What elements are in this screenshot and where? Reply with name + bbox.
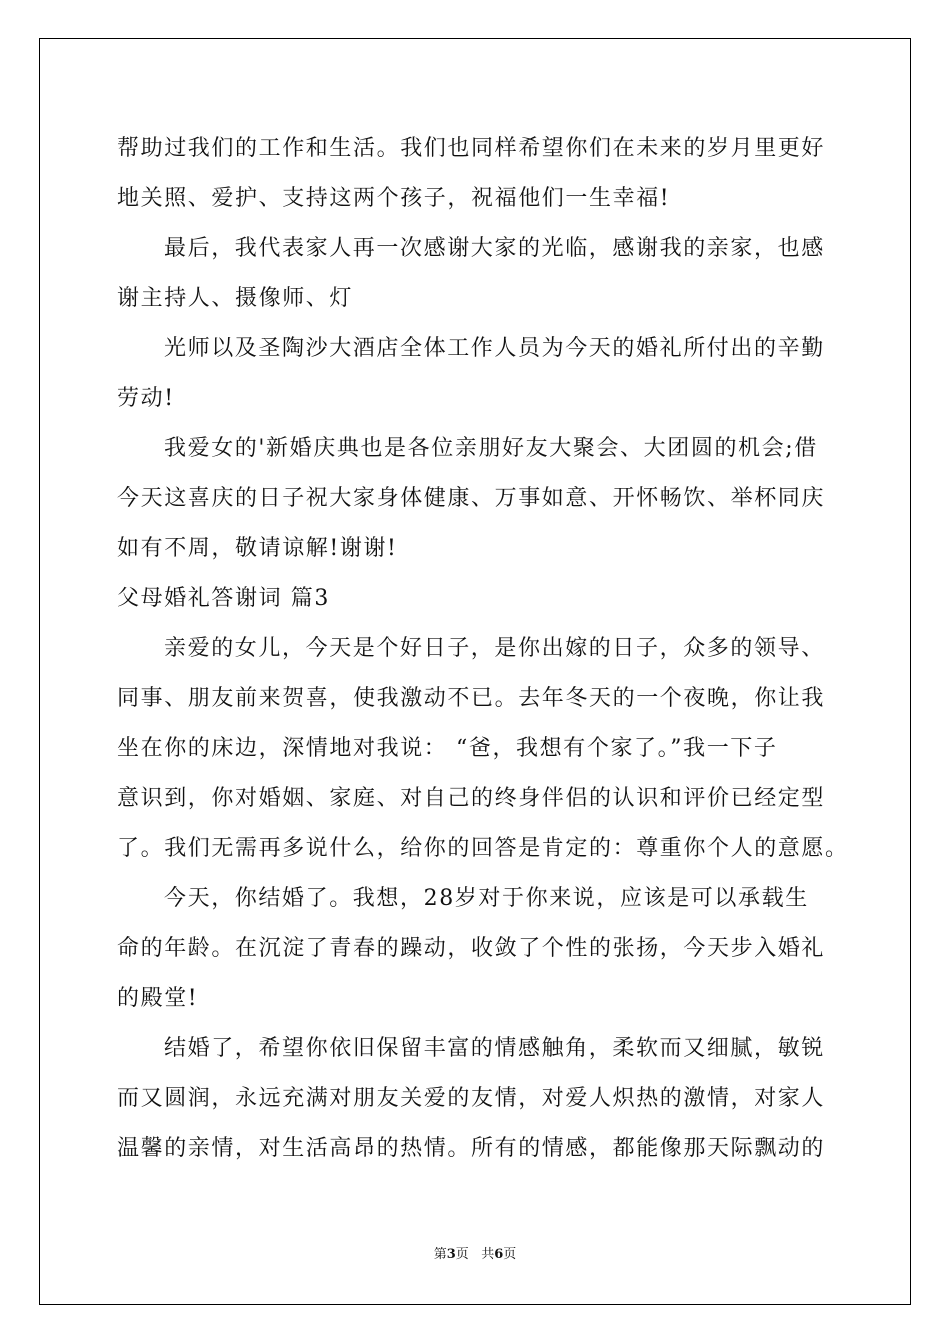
text-line: 坐在你的床边，深情地对我说： “爸，我想有个家了。”我一下子 [117,736,778,761]
text-line: 今天，你结婚了。我想，28岁对于你来说，应该是可以承载生 [164,886,809,911]
text-line: 如有不周，敬请谅解!谢谢! [117,536,398,561]
text-line: 温馨的亲情，对生活高昂的热情。所有的情感，都能像那天际飘动的 [117,1136,826,1161]
footer-page-prefix: 第 [433,1247,447,1262]
text-line: 命的年龄。在沉淀了青春的躁动，收敛了个性的张扬，今天步入婚礼 [117,936,826,961]
section-heading: 父母婚礼答谢词 篇3 [117,586,330,611]
text-line: 意识到，你对婚姻、家庭、对自己的终身伴侣的认识和评价已经定型 [117,786,826,811]
text-line: 同事、朋友前来贺喜，使我激动不已。去年冬天的一个夜晚，你让我 [117,686,826,711]
text-line: 结婚了，希望你依旧保留丰富的情感触角，柔软而又细腻，敏锐 [164,1036,825,1061]
footer-total-suffix: 页 [503,1247,517,1262]
text-line: 了。我们无需再多说什么，给你的回答是肯定的：尊重你个人的意愿。 [117,836,849,861]
page-border [39,38,911,1305]
text-line: 今天这喜庆的日子祝大家身体健康、万事如意、开怀畅饮、举杯同庆 [117,486,826,511]
text-line: 劳动! [117,386,175,411]
text-line: 我爱女的'新婚庆典也是各位亲朋好友大聚会、大团圆的机会;借 [164,436,818,461]
text-line: 的殿堂! [117,986,199,1011]
text-line: 帮助过我们的工作和生活。我们也同样希望你们在未来的岁月里更好 [117,136,826,161]
text-line: 亲爱的女儿，今天是个好日子，是你出嫁的日子，众多的领导、 [164,636,825,661]
text-line: 而又圆润，永远充满对朋友关爱的友情，对爱人炽热的激情，对家人 [117,1086,826,1111]
footer-page-number: 3 [446,1247,456,1262]
text-line: 光师以及圣陶沙大酒店全体工作人员为今天的婚礼所付出的辛勤 [164,336,825,361]
text-line: 谢主持人、摄像师、灯 [117,286,354,311]
text-line: 最后，我代表家人再一次感谢大家的光临，感谢我的亲家，也感 [164,236,825,261]
page-footer [0,1246,950,1264]
footer-total-prefix: 共 [481,1247,495,1262]
footer-page-mid: 页 [455,1247,469,1262]
text-line: 地关照、爱护、支持这两个孩子，祝福他们一生幸福! [117,186,671,211]
footer-total-pages: 6 [494,1247,504,1262]
